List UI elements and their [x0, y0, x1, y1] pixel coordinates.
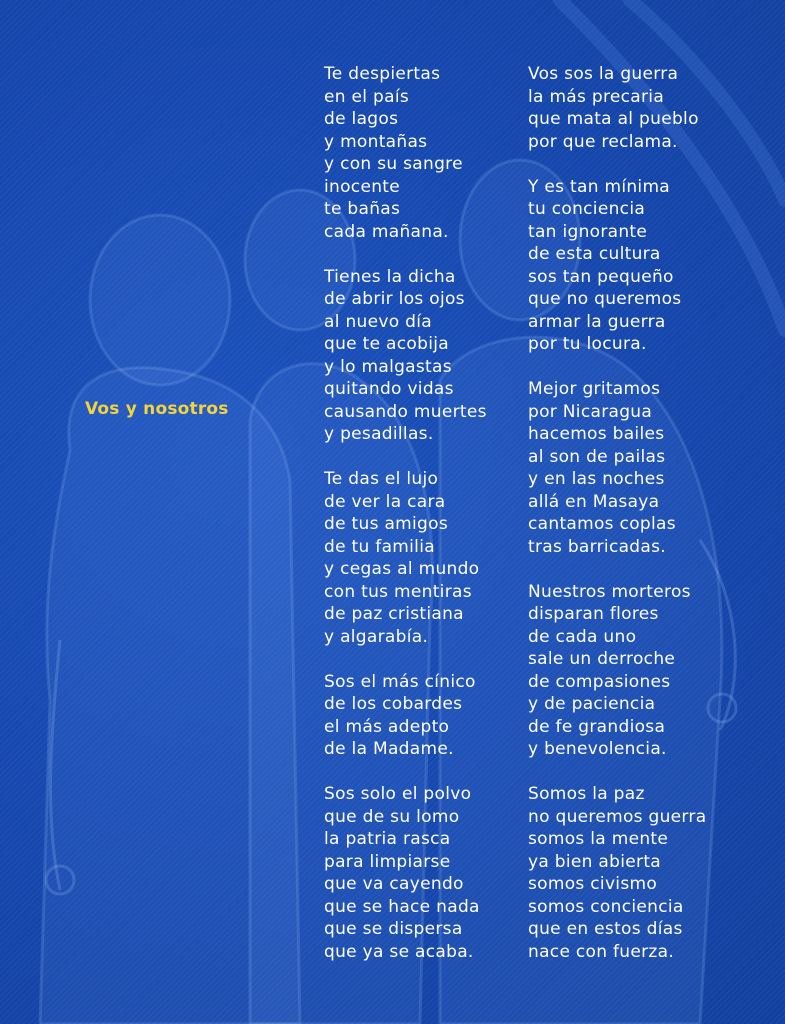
poem-line: que va cayendo	[324, 874, 464, 894]
poem-line: la más precaria	[528, 86, 665, 107]
poem-line: de fe grandiosa	[528, 716, 666, 737]
poem-line: y benevolencia.	[528, 739, 667, 759]
stanza	[324, 671, 487, 761]
poem-line: de los cobardes	[324, 694, 463, 714]
poem-line: de la Madame.	[324, 739, 454, 759]
stanza	[528, 783, 706, 963]
poem-line: hacemos bailes	[528, 424, 665, 444]
poem-line: somos la mente	[528, 829, 669, 849]
poem-line: Mejor gritamos	[528, 379, 661, 399]
poem-line: inocente	[324, 176, 401, 197]
poem-line: armar la guerra	[528, 311, 666, 332]
poem-line: somos civismo	[528, 874, 658, 894]
poem-line: por tu locura.	[528, 334, 647, 354]
poem-line: y en las noches	[528, 469, 665, 489]
poem-line: disparan flores	[528, 604, 659, 624]
poem-line: al son de pailas	[528, 446, 666, 467]
stanza	[528, 63, 706, 153]
poem-line: Somos la paz	[528, 784, 645, 804]
poem-line: de paz cristiana	[324, 604, 464, 624]
poem-line: tras barricadas.	[528, 536, 666, 557]
poem-line: ya bien abierta	[528, 851, 661, 872]
poem-line: Tienes la dicha	[324, 266, 456, 287]
stanza	[324, 63, 487, 243]
figure-head-left	[90, 215, 230, 385]
poem-line: sale un derroche	[528, 649, 676, 669]
poem-line: Y es tan mínima	[528, 176, 671, 197]
poem-line: cada mañana.	[324, 221, 449, 242]
poem-line: nace con fuerza.	[528, 941, 675, 962]
poem-line: cantamos coplas	[528, 514, 676, 534]
poem-line: causando muertes	[324, 401, 487, 422]
poem-line: que ya se acaba.	[324, 941, 474, 962]
poem-line: Vos sos la guerra	[528, 64, 679, 84]
poem-line: Te despiertas	[324, 64, 441, 84]
poem-line: que mata al pueblo	[528, 109, 699, 129]
poem-line: para limpiarse	[324, 851, 451, 872]
stanza	[324, 266, 487, 446]
poem-line: y cegas al mundo	[324, 559, 480, 579]
poem-line: sos tan pequeño	[528, 266, 674, 287]
poem-line: por Nicaragua	[528, 401, 653, 422]
poem-line: por que reclama.	[528, 131, 678, 152]
poem-line: al nuevo día	[324, 311, 432, 332]
poem-line: y de paciencia	[528, 694, 656, 714]
poem-line: con tus mentiras	[324, 581, 472, 602]
poem-line: de abrir los ojos	[324, 289, 465, 309]
poem-line: la patria rasca	[324, 829, 451, 849]
poem-line: Nuestros morteros	[528, 581, 691, 602]
poem-line: y pesadillas.	[324, 424, 434, 444]
poem-line: de ver la cara	[324, 491, 446, 512]
poem-column-right	[528, 63, 706, 963]
poem-line: de esta cultura	[528, 244, 661, 264]
poem-line: que no queremos	[528, 289, 682, 309]
poem-line: de compasiones	[528, 671, 671, 692]
poem-line: somos conciencia	[528, 896, 684, 917]
poem-line: tu conciencia	[528, 199, 646, 219]
poem-title: Vos y nosotros	[85, 399, 229, 419]
poem-line: que te acobija	[324, 334, 449, 354]
poem-line: tan ignorante	[528, 221, 648, 242]
stanza	[324, 468, 487, 648]
poem-line: que de su lomo	[324, 806, 460, 827]
poem-line: te bañas	[324, 199, 401, 219]
poem-line: y montañas	[324, 131, 428, 152]
poem-line: quitando vidas	[324, 379, 454, 399]
poem-line: allá en Masaya	[528, 491, 660, 512]
poem-line: en el país	[324, 86, 410, 107]
poem-line: Te das el lujo	[324, 469, 439, 489]
poem-line: de tu familia	[324, 536, 435, 557]
poem-line: de tus amigos	[324, 514, 449, 534]
poem-line: y lo malgastas	[324, 356, 452, 377]
poem-line: y algarabía.	[324, 626, 429, 647]
poem-line: no queremos guerra	[528, 806, 707, 827]
poem-line: que en estos días	[528, 919, 683, 939]
poem-line: y con su sangre	[324, 154, 463, 174]
stanza	[324, 783, 487, 963]
poem-column-left	[324, 63, 487, 963]
poem-line: Sos solo el polvo	[324, 784, 472, 804]
poem-line: que se dispersa	[324, 919, 463, 939]
poem-line: que se hace nada	[324, 896, 480, 917]
poem-line: Sos el más cínico	[324, 671, 476, 692]
stanza	[528, 581, 706, 761]
poem-line: el más adepto	[324, 716, 450, 737]
stanza	[528, 378, 706, 558]
stanza	[528, 176, 706, 356]
poem-line: de cada uno	[528, 626, 637, 647]
poem-line: de lagos	[324, 109, 399, 129]
